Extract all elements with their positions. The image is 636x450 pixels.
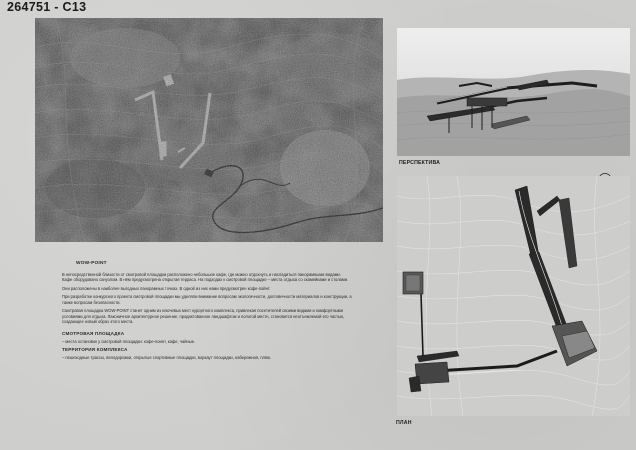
perspective-image [397, 28, 630, 156]
paragraph-2: Они расположены в наиболее выгодных панорамных точках. В одной из них нами предусмотрен кофе-пойнт. [62, 285, 271, 291]
paragraph-1: В непосредственной близости от смотровой площадки расположено небольшое кафе, где можно отдохнуть и насладиться панорамными видами. Кафе оборудовано санузлом. В нём предусмотрена открытая терраса. На подходах к смотровой площадке – места отдыха со скамейками и столами. [62, 271, 349, 283]
paragraph-4: Смотровая площадка WOW-POINT станет одним из ключевых мест курортного комплекса, привлекая посетителей своими видами и комфортными условиями для отдыха. Лаконичное архитектурное решение, продиктованное ландшафтом и пологой местн, становится неотъемлемой его частью, создающее новый образ этого места. [62, 308, 345, 325]
plan-image [397, 176, 630, 416]
site-aerial-photo [35, 18, 383, 242]
plan-drawing [397, 176, 630, 416]
description-text [62, 261, 352, 363]
aerial-photo-image [35, 18, 383, 242]
section2-title: ТЕРРИТОРИЯ КОМПЛЕКСА [62, 347, 128, 353]
perspective-render [397, 28, 630, 156]
section1-text: – места остановок у смотровой площадки: кофе-поинт, кафе, чайные. [62, 338, 196, 344]
section1-title: СМОТРОВАЯ ПЛОЩАДКА [62, 331, 125, 337]
paragraph-3: При разработке конкурсного проекта смотровой площадки мы уделяли внимание вопросам экологичности, долговечности материалов и конструкции, а также вопросам безопасности. [62, 294, 352, 305]
board-code: 264751 - C13 [7, 0, 87, 14]
section2-text: – пешеходные трассы, велодорожки, открытые спортивные площадки, воркаут площадки, набережная, пляж. [62, 354, 272, 360]
plan-label: ПЛАН [396, 420, 412, 426]
description-heading: WOW-POINT [76, 261, 107, 266]
perspective-label: ПЕРСПЕКТИВА [399, 160, 441, 166]
